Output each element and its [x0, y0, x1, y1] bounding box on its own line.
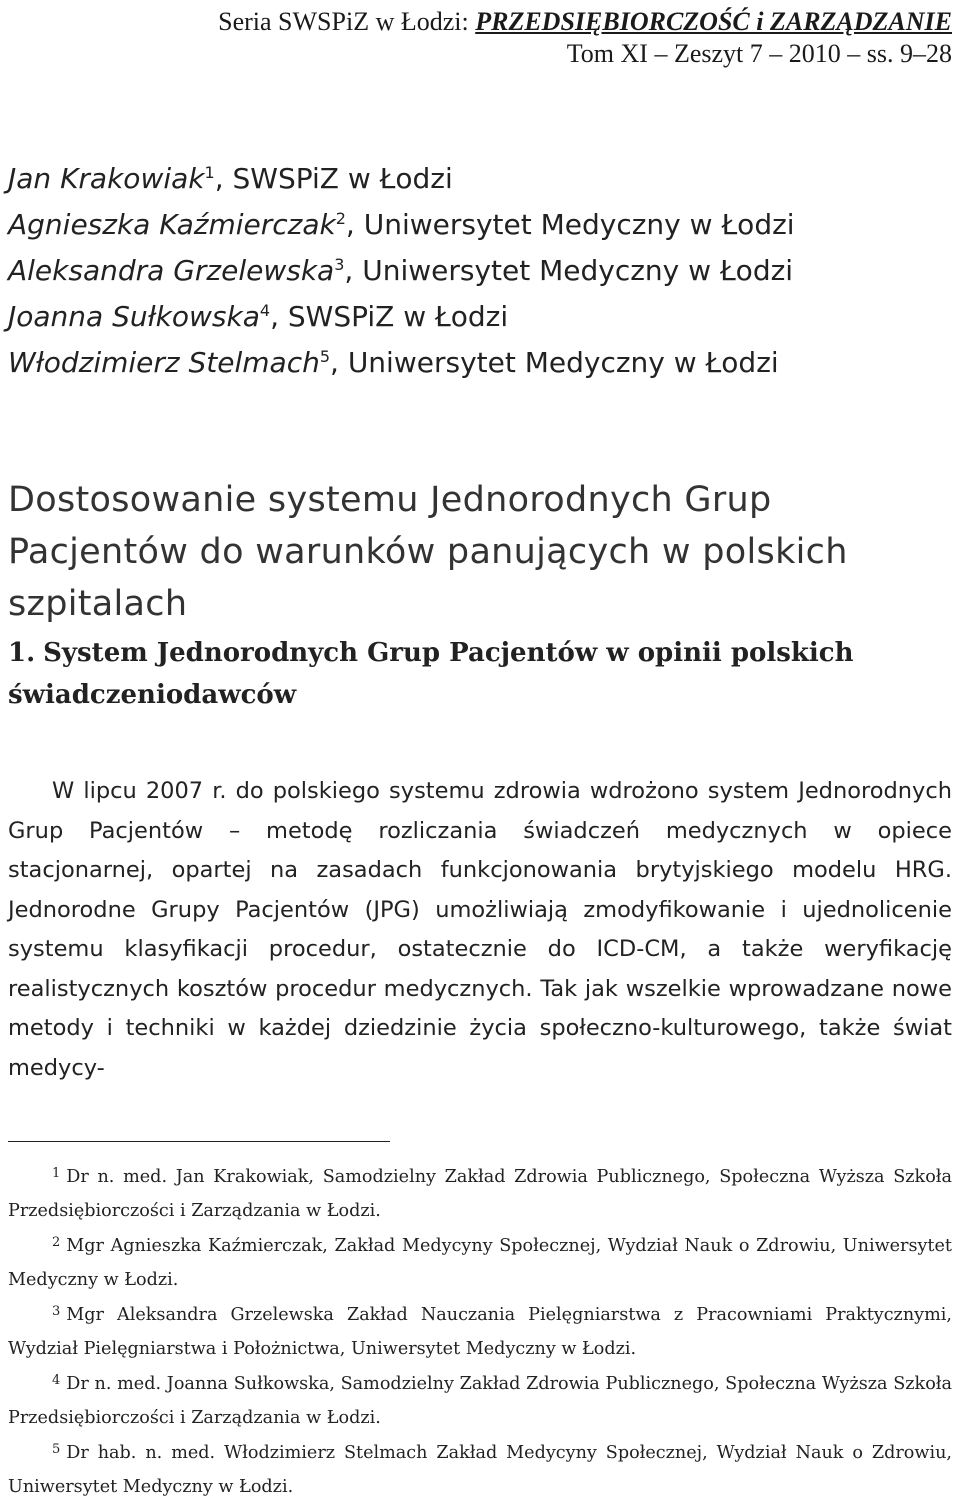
author-affiliation: , SWSPiZ w Łodzi	[270, 300, 509, 333]
footnote-text: Dr n. med. Jan Krakowiak, Samodzielny Zakład Zdrowia Publicznego, Społeczna Wyższa Szkoła Przedsiębiorczości i Zarządzania w Łodzi.	[8, 1167, 952, 1221]
footnote-text: Mgr Aleksandra Grzelewska Zakład Nauczania Pielęgniarstwa z Pracowniami Praktycznymi, Wydział Pielęgniarstwa i Położnictwa, Uniwersytet Medyczny w Łodzi.	[8, 1305, 952, 1359]
footnotes	[8, 1160, 952, 1505]
footnote-ref[interactable]: 1	[204, 163, 215, 182]
author-name: Agnieszka Kaźmierczak	[8, 208, 336, 241]
volume-info: Tom XI – Zeszyt 7 – 2010 – ss. 9–28	[566, 39, 952, 68]
author-line	[8, 202, 795, 248]
body-paragraph: W lipcu 2007 r. do polskiego systemu zdrowia wdrożono system Jednorodnych Grup Pacjentów – metodę rozliczania świadczeń medycznych w opiece stacjonarnej, opartej na zasadach funkcjonowania brytyjskiego modelu HRG. Jednorodne Grupy Pacjentów (JPG) umożliwiają zmodyfikowanie i ujednolicenie systemu klasyfikacji procedur, ostatecznie do ICD-CM, a także weryfikację realistycznych kosztów procedur medycznych. Tak jak wszelkie wprowadzane nowe metody i techniki w każdej dziedzinie życia społeczno-kulturowego, także świat medycy-	[8, 778, 952, 1081]
author-line	[8, 156, 795, 202]
author-name: Joanna Sułkowska	[8, 300, 260, 333]
article-title: Dostosowanie systemu Jednorodnych Grup Pacjentów do warunków panujących w polskich szpitalach	[8, 480, 848, 624]
series-prefix: Seria SWSPiZ w Łodzi:	[218, 7, 476, 36]
footnote-ref[interactable]: 5	[319, 347, 331, 366]
section-heading	[8, 632, 948, 716]
footnote-text: Dr n. med. Joanna Sułkowska, Samodzielny Zakład Zdrowia Publicznego, Społeczna Wyższa Szkoła Przedsiębiorczości i Zarządzania w Łodzi.	[8, 1374, 952, 1428]
author-list	[8, 156, 795, 386]
series-header	[218, 6, 952, 70]
author-line	[8, 340, 795, 386]
author-name: Aleksandra Grzelewska	[8, 254, 335, 287]
footnote-divider	[8, 1141, 390, 1142]
footnote	[8, 1367, 952, 1435]
footnote	[8, 1298, 952, 1366]
author-affiliation: , SWSPiZ w Łodzi	[214, 162, 453, 195]
footnote-mark: 4	[52, 1373, 61, 1388]
section-title: System Jednorodnych Grup Pacjentów w opinii polskich świadczeniodawców	[8, 638, 854, 710]
footnote-mark: 2	[52, 1235, 61, 1250]
footnote	[8, 1160, 952, 1228]
author-name: Włodzimierz Stelmach	[8, 346, 320, 379]
series-line	[218, 6, 952, 38]
footnote-mark: 1	[52, 1166, 61, 1181]
footnote-mark: 5	[52, 1442, 61, 1457]
author-affiliation: , Uniwersytet Medyczny w Łodzi	[330, 346, 779, 379]
footnote-ref[interactable]: 4	[259, 301, 271, 320]
author-name: Jan Krakowiak	[8, 162, 205, 195]
footnote-ref[interactable]: 2	[335, 209, 346, 228]
footnote	[8, 1229, 952, 1297]
footnote-text: Mgr Agnieszka Kaźmierczak, Zakład Medycyny Społecznej, Wydział Nauk o Zdrowiu, Uniwersytet Medyczny w Łodzi.	[8, 1236, 952, 1290]
author-affiliation: , Uniwersytet Medyczny w Łodzi	[345, 208, 795, 241]
author-affiliation: , Uniwersytet Medyczny w Łodzi	[344, 254, 794, 287]
section-number: 1.	[8, 638, 36, 668]
series-name: PRZEDSIĘBIORCZOŚĆ i ZARZĄDZANIE	[475, 7, 952, 36]
author-line	[8, 294, 795, 340]
footnote	[8, 1436, 952, 1504]
footnote-ref[interactable]: 3	[334, 255, 345, 274]
footnote-mark: 3	[52, 1304, 61, 1319]
footnote-text: Dr hab. n. med. Włodzimierz Stelmach Zakład Medycyny Społecznej, Wydział Nauk o Zdrowiu, Uniwersytet Medyczny w Łodzi.	[8, 1443, 952, 1497]
author-line	[8, 248, 795, 294]
